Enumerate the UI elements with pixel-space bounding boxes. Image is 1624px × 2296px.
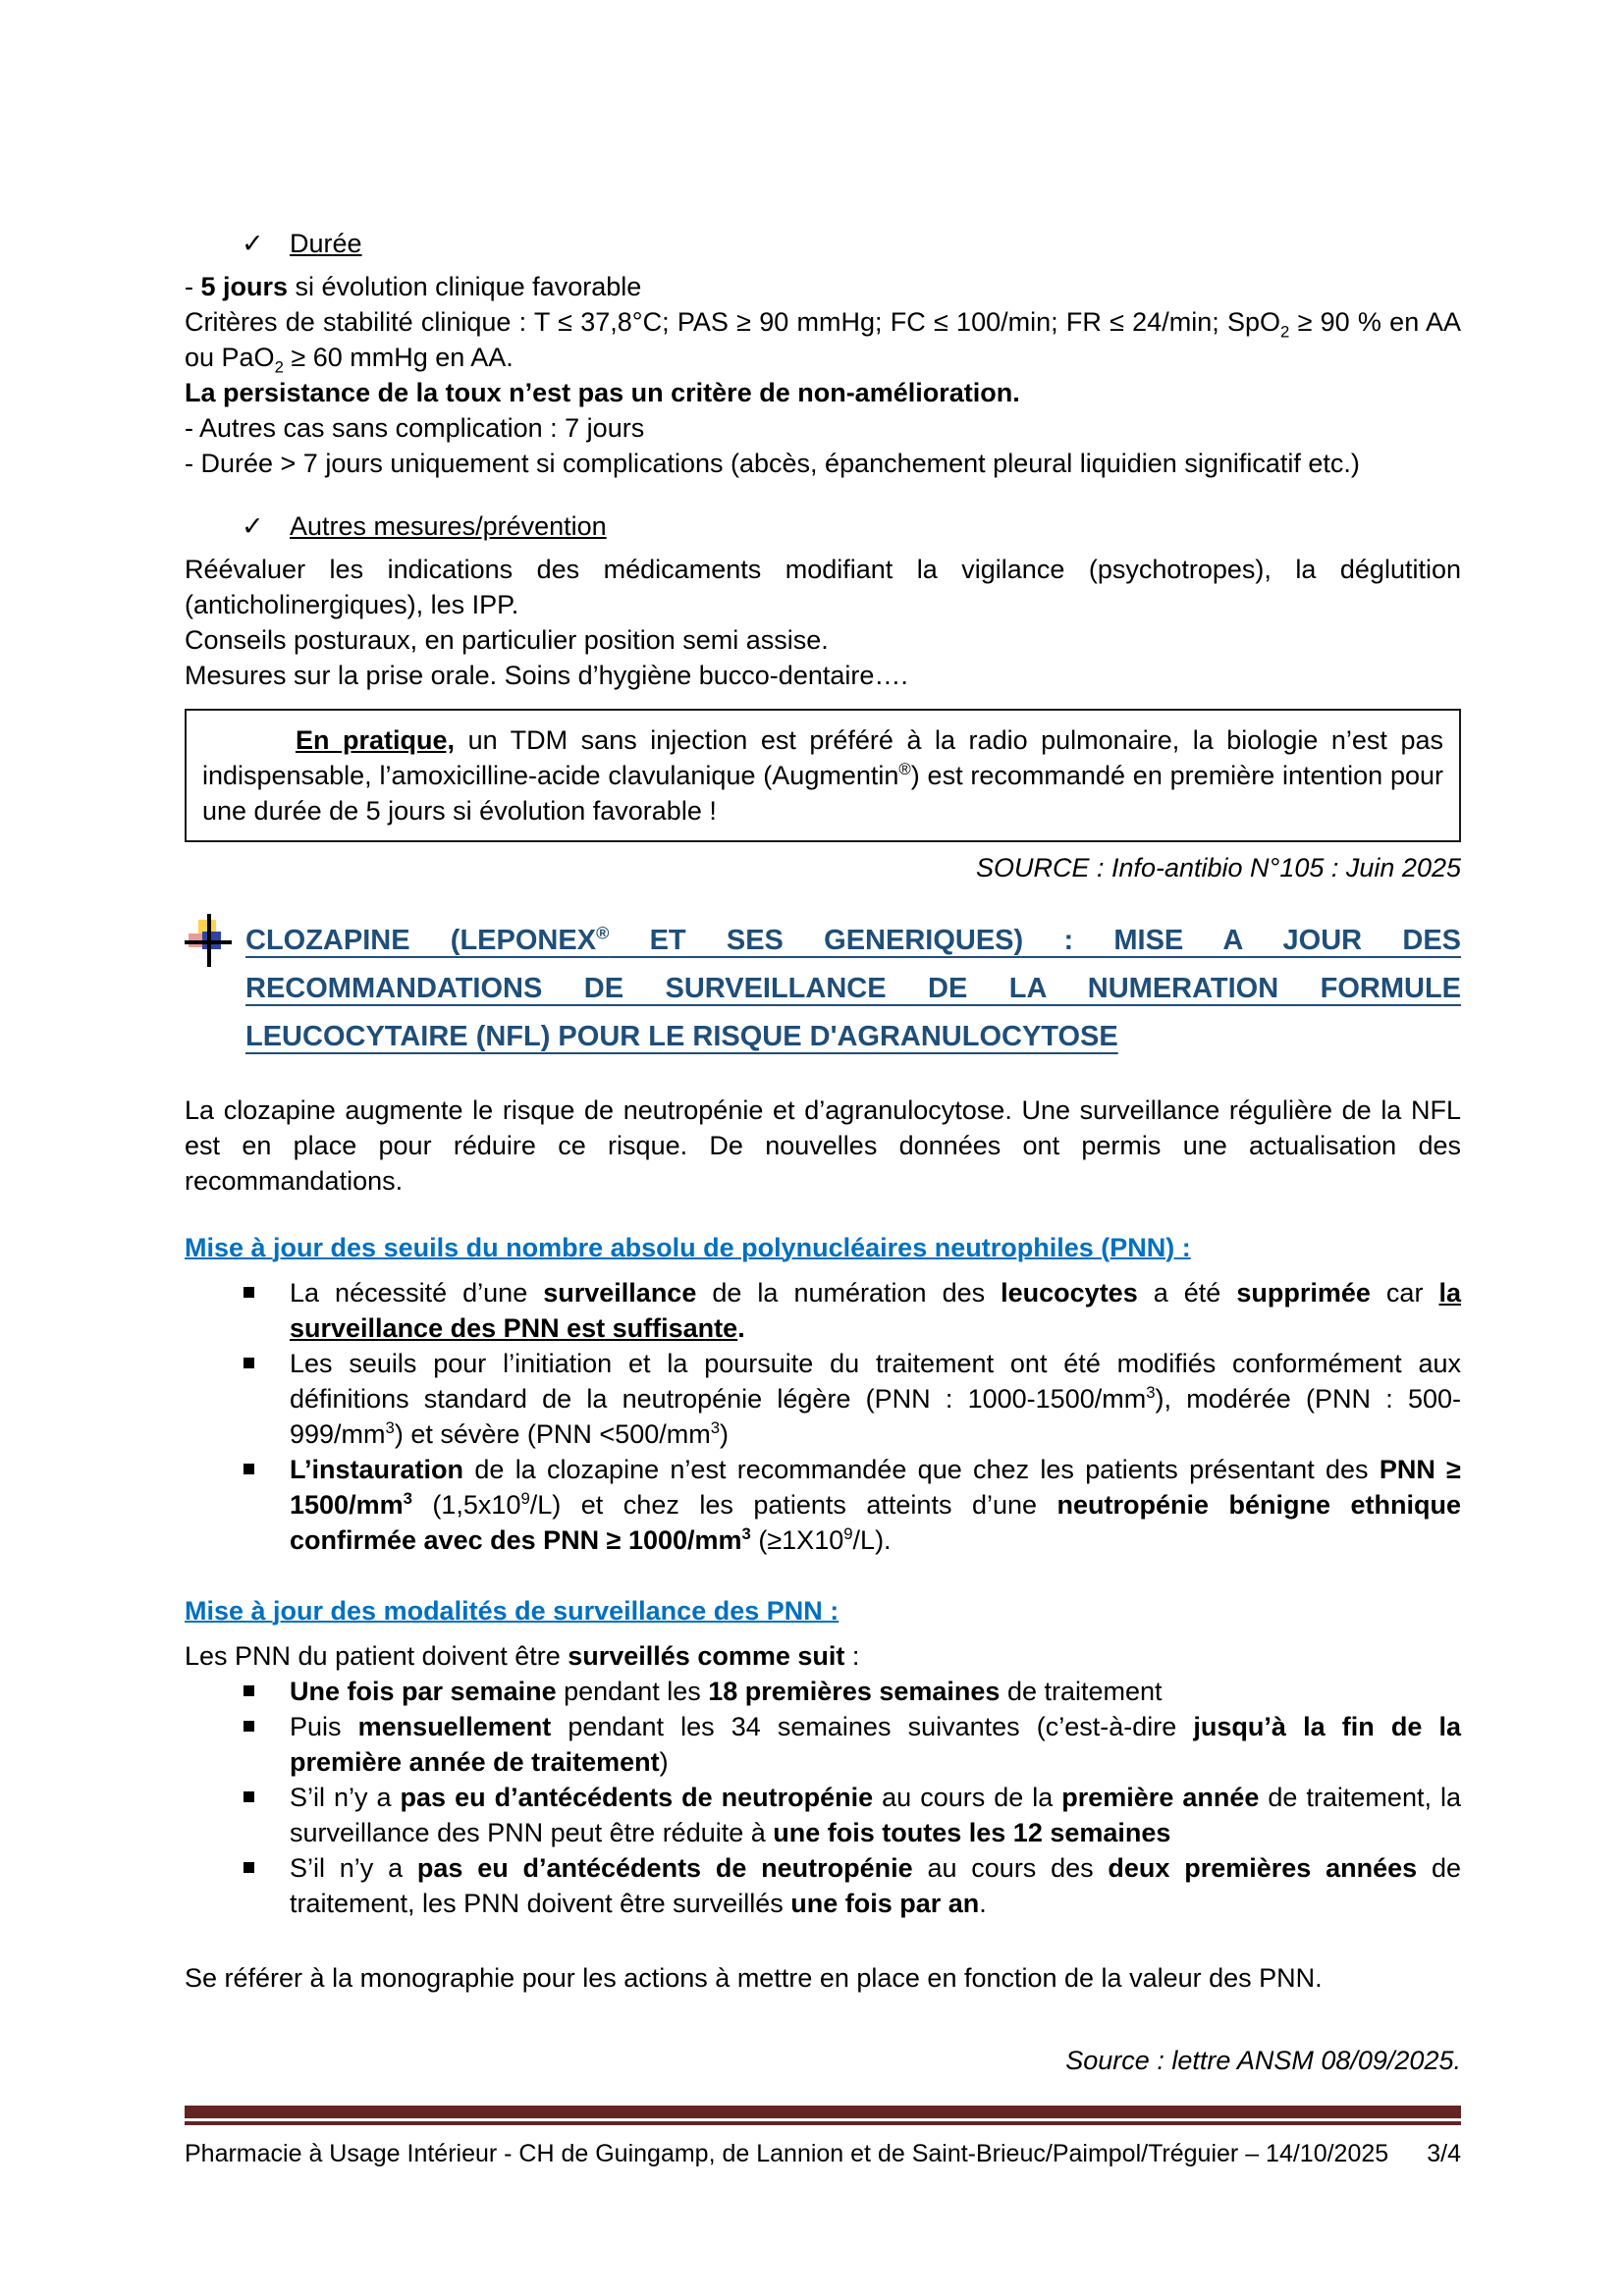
source-line: [185, 2043, 1461, 2078]
text-run: CLOZAPINE (LEPONEX: [245, 925, 597, 956]
text-run: de traitement, la surveillance des PNN peut être réduite à: [290, 1783, 1461, 1847]
paragraph: [185, 622, 1461, 658]
text-run: une fois toutes les 12 semaines: [773, 1818, 1171, 1847]
text-run: 3: [403, 1489, 412, 1508]
square-bullet-icon: [244, 1862, 254, 1873]
square-bullet-icon: [244, 1287, 254, 1298]
text-run: a été: [1137, 1278, 1237, 1308]
text-run: pas eu d’antécédents de neutropénie: [400, 1783, 874, 1812]
text-run: 9: [520, 1489, 530, 1508]
bullet-item: [185, 1780, 1461, 1850]
text-run: La nécessité d’une: [290, 1278, 544, 1308]
text-run: Mise à jour des modalités de surveillance des PNN :: [185, 1596, 839, 1626]
text-run: ≥ 90 % en AA ou PaO: [185, 307, 1461, 372]
text-run: pendant les 34 semaines suivantes (c’est-à-dire: [551, 1712, 1194, 1741]
text-run: 2: [274, 357, 284, 377]
text-run: Mise à jour des seuils du nombre absolu de polynucléaires neutrophiles (PNN) :: [185, 1233, 1191, 1262]
text-run: ®: [898, 760, 911, 778]
paragraph: [185, 269, 1461, 304]
text-run: 3: [710, 1418, 721, 1437]
text-run: 3: [1146, 1383, 1156, 1402]
document-content: [185, 226, 1461, 2078]
text-run: S’il n’y a: [290, 1853, 417, 1883]
text-run: de la clozapine n’est recommandée que chez les patients présentant des: [463, 1455, 1380, 1484]
text-run: ): [720, 1419, 730, 1449]
footer-rule-thin: [185, 2121, 1461, 2125]
text-run: pas eu d’antécédents de neutropénie: [416, 1853, 913, 1883]
text-run: /L) et chez les patients atteints d’une: [529, 1490, 1057, 1520]
square-bullet-icon: [244, 1791, 254, 1802]
list-marker-icon: [185, 920, 234, 971]
text-run: si évolution clinique favorable: [288, 272, 642, 301]
paragraph: [185, 1093, 1461, 1199]
text-run: ), modérée (PNN : 500-999/mm: [290, 1384, 1461, 1449]
text-run: 2: [1280, 322, 1290, 342]
paragraph: [185, 410, 1461, 446]
text-run: première année: [1061, 1783, 1260, 1812]
text-run: Critères de stabilité clinique : T ≤ 37,8°C; PAS ≥ 90 mmHg; FC ≤ 100/min; FR ≤ 24/min; SpO: [185, 307, 1280, 337]
bullet-item: [185, 1709, 1461, 1780]
text-run: :: [844, 1641, 860, 1671]
text-run: 5 jours: [200, 272, 289, 301]
text-run: L’instauration: [290, 1455, 464, 1484]
text-run: 9: [843, 1524, 853, 1543]
spacer: [185, 693, 1461, 709]
check-heading-label: [290, 229, 362, 258]
text-run: La persistance de la toux n’est pas un critère de non-amélioration.: [185, 378, 1020, 407]
callout-box: [185, 709, 1461, 842]
text-run: (≥1X10: [750, 1525, 844, 1555]
text-run: - Durée > 7 jours uniquement si complications (abcès, épanchement pleural liquidien significatif etc.): [185, 449, 1360, 478]
text-run: un TDM sans injection est préféré à la radio pulmonaire, la biologie n’est pas indispensable, l’amoxicilline-acide clavulanique (Augmentin: [202, 725, 1443, 790]
paragraph: [185, 1960, 1461, 1996]
text-run: .: [737, 1313, 745, 1343]
paragraph: [185, 304, 1461, 375]
spacer: [185, 481, 1461, 508]
text-run: 18 premières semaines: [708, 1677, 1001, 1706]
text-run: Conseils posturaux, en particulier position semi assise.: [185, 625, 829, 655]
text-run: ) et sévère (PNN <500/mm: [394, 1419, 711, 1449]
text-run: ET SES GENERIQUES) : MISE A JOUR DES RECOMMANDATIONS DE SURVEILLANCE DE LA NUMERATION FORMULE LEUCOCYTAIRE (NFL) POUR LE RISQUE D'AGRANULOCYTOSE: [245, 925, 1462, 1052]
square-bullet-icon: [244, 1464, 254, 1474]
text-run: ) est recommandé en première intention pour une durée de 5 jours si évolution favorable !: [202, 761, 1443, 826]
text-run: deux premières années: [1108, 1853, 1418, 1883]
spacer: [185, 1061, 1461, 1093]
text-run: supprimée: [1236, 1278, 1371, 1308]
section-heading: [185, 917, 1461, 1061]
checkmark-icon: ✓: [242, 511, 264, 541]
text-run: ): [659, 1747, 669, 1777]
text-run: au cours de la: [873, 1783, 1062, 1812]
text-run: Mesures sur la prise orale. Soins d’hygiène bucco-dentaire….: [185, 661, 908, 690]
text-run: 3: [385, 1418, 395, 1437]
spacer: [185, 1921, 1461, 1960]
text-run: Une fois par semaine: [290, 1677, 557, 1706]
text-run: leucocytes: [1001, 1278, 1138, 1308]
text-run: Puis: [290, 1712, 358, 1741]
square-bullet-icon: [244, 1685, 254, 1696]
text-run: surveillance: [543, 1278, 697, 1308]
subheading: [185, 1593, 1461, 1629]
text-run: Réévaluer les indications des médicaments modifiant la vigilance (psychotropes), la déglutition (anticholinergiques), les IPP.: [185, 555, 1461, 619]
text-run: 3: [741, 1524, 751, 1543]
text-run: mensuellement: [357, 1712, 552, 1741]
text-run: -: [185, 272, 201, 301]
paragraph: [185, 375, 1461, 410]
text-run: En pratique,: [296, 725, 456, 755]
page-footer: [185, 2106, 1461, 2169]
footer-text: Pharmacie à Usage Intérieur - CH de Guingamp, de Lannion et de Saint-Brieuc/Paimpol/Tréguier – 14/10/2025: [185, 2140, 1389, 2167]
text-run: car: [1370, 1278, 1439, 1308]
bullet-item: [185, 1452, 1461, 1558]
text-run: de traitement: [1000, 1677, 1163, 1706]
paragraph: [185, 552, 1461, 622]
list-marker-part: [185, 940, 232, 944]
text-run: neutropénie bénigne ethnique confirmée avec des PNN ≥ 1000/mm: [290, 1490, 1462, 1555]
check-heading: [185, 508, 1461, 544]
spacer: [185, 885, 1461, 917]
page-number: 3/4: [1427, 2140, 1461, 2167]
paragraph: [185, 446, 1461, 481]
bullet-item: [185, 1346, 1461, 1452]
text-run: au cours des: [912, 1853, 1109, 1883]
callout-paragraph: [202, 722, 1443, 828]
text-run: Autres mesures/prévention: [290, 511, 607, 541]
check-heading: [185, 226, 1461, 261]
subheading: [185, 1230, 1461, 1265]
spacer: [185, 1199, 1461, 1230]
square-bullet-icon: [244, 1721, 254, 1732]
spacer: [185, 1558, 1461, 1593]
text-run: (1,5x10: [411, 1490, 521, 1520]
text-run: ≥ 60 mmHg en AA.: [283, 343, 514, 372]
text-run: Durée: [290, 229, 362, 258]
spacer: [185, 1996, 1461, 2035]
paragraph: [185, 658, 1461, 693]
text-run: ®: [596, 923, 610, 943]
bullet-item: [185, 1674, 1461, 1709]
text-run: PNN ≥ 1500/mm: [290, 1455, 1462, 1520]
section-heading-text: [245, 917, 1461, 1061]
text-run: SOURCE : Info-antibio N°105 : Juin 2025: [975, 853, 1461, 882]
text-run: S’il n’y a: [290, 1783, 401, 1812]
text-run: de traitement, les PNN doivent être surveillés: [290, 1853, 1461, 1918]
bullet-item: [185, 1850, 1461, 1921]
paragraph: [185, 1638, 1461, 1674]
text-run: la surveillance des PNN est suffisante: [290, 1278, 1461, 1343]
check-heading-label: [290, 511, 607, 541]
text-run: une fois par an: [790, 1889, 980, 1918]
text-run: surveillés comme suit: [568, 1641, 845, 1671]
text-run: Source : lettre ANSM 08/09/2025.: [1065, 2046, 1461, 2075]
text-run: La clozapine augmente le risque de neutropénie et d’agranulocytose. Une surveillance régulière de la NFL est en place pour réduire ce risque. De nouvelles données ont permis une actualisation des recommandations.: [185, 1095, 1461, 1196]
square-bullet-icon: [244, 1358, 254, 1368]
text-run: jusqu’à la fin de la première année de traitement: [290, 1712, 1461, 1777]
text-run: pendant les: [556, 1677, 709, 1706]
checkmark-icon: ✓: [242, 229, 264, 258]
text-run: de la numération des: [696, 1278, 1001, 1308]
text-run: .: [979, 1889, 987, 1918]
text-run: Les seuils pour l’initiation et la poursuite du traitement ont été modifiés conformément aux définitions standard de la neutropénie légère (PNN : 1000-1500/mm: [290, 1349, 1461, 1414]
source-line: [185, 850, 1461, 885]
text-run: /L).: [852, 1525, 892, 1555]
text-run: Les PNN du patient doivent être: [185, 1641, 568, 1671]
bullet-item: [185, 1275, 1461, 1346]
footer-rule-thick: [185, 2106, 1461, 2118]
text-run: - Autres cas sans complication : 7 jours: [185, 413, 645, 443]
text-run: Se référer à la monographie pour les actions à mettre en place en fonction de la valeur des PNN.: [185, 1963, 1323, 1993]
